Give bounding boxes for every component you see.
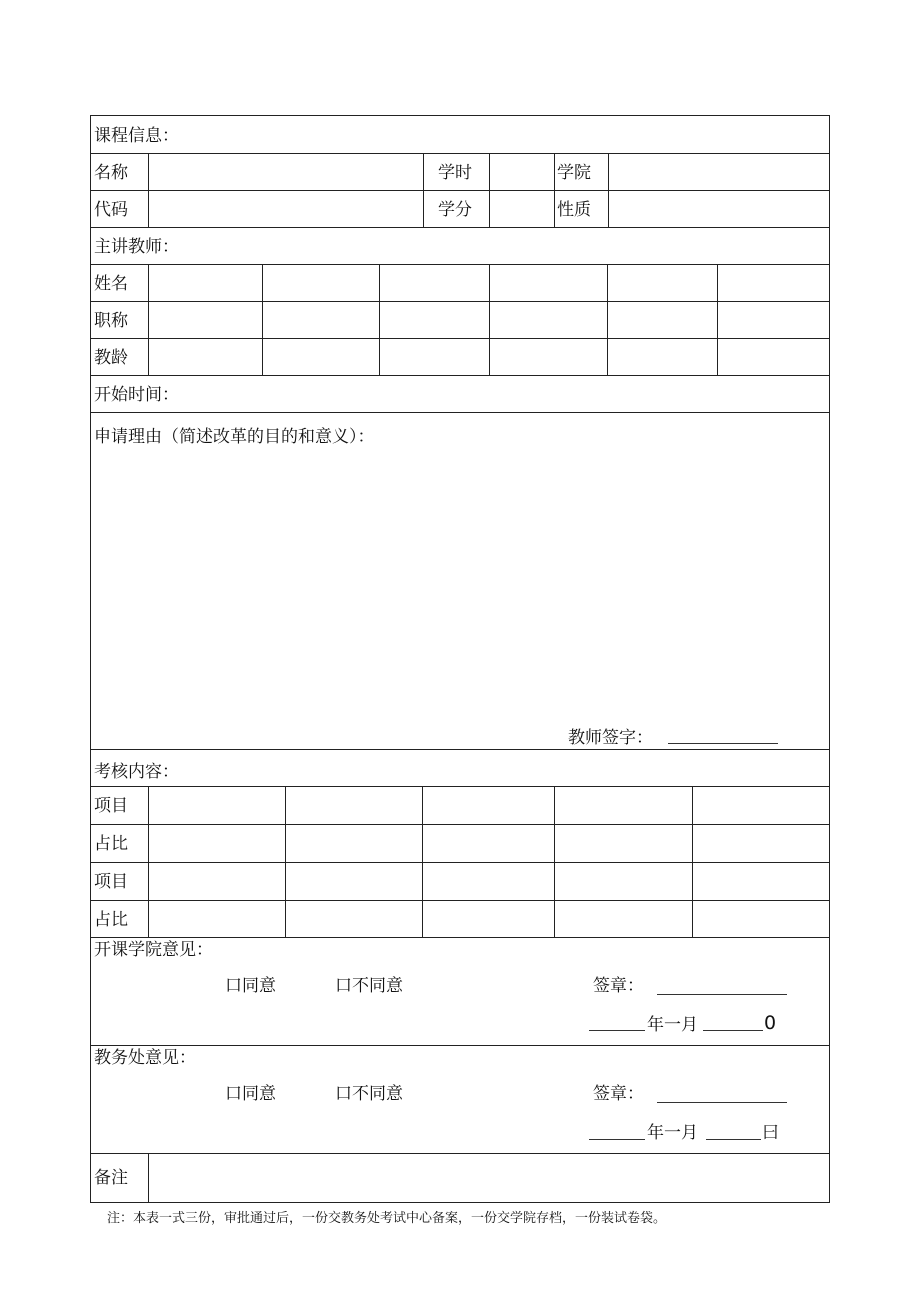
office-year-line[interactable] [589, 1139, 645, 1140]
hours-label-cell [423, 154, 489, 190]
nature-field[interactable] [608, 191, 829, 227]
assessment-cell[interactable] [692, 901, 829, 937]
college-seal-label: 签章： [593, 976, 644, 996]
teacher-cell[interactable] [489, 265, 607, 301]
code-label: 代码 [94, 200, 128, 220]
assessment-cell[interactable] [554, 863, 692, 900]
assessment-cell[interactable] [692, 787, 829, 824]
course-info-header [91, 116, 829, 154]
footer-note: 注：本表一式三份，审批通过后，一份交教务处考试中心备案，一份交学院存档，一份装试卷袋。 [107, 1211, 667, 1226]
assessment-cell[interactable] [148, 825, 285, 862]
assessment-cell[interactable] [285, 825, 422, 862]
assessment-row [91, 863, 829, 901]
credits-field[interactable] [489, 191, 554, 227]
reason-title: 申请理由（简述改革的目的和意义）： [94, 427, 375, 447]
credits-label: 学分 [438, 200, 472, 220]
name-label: 名称 [94, 163, 128, 183]
assessment-cell[interactable] [148, 901, 285, 937]
assessment-cell[interactable] [692, 863, 829, 900]
reason-section[interactable] [91, 413, 829, 750]
assessment-cell[interactable] [148, 863, 285, 900]
teacher-cell[interactable] [489, 339, 607, 375]
assessment-row-label: 占比 [94, 910, 128, 930]
assessment-title: 考核内容： [94, 762, 179, 782]
assessment-cell[interactable] [554, 825, 692, 862]
teacher-header [91, 228, 829, 265]
credits-label-cell [423, 191, 489, 227]
college-opinion-section [91, 938, 829, 1046]
college-field[interactable] [608, 154, 829, 190]
college-year-line[interactable] [589, 1030, 645, 1031]
course-info-title: 课程信息： [94, 126, 179, 146]
remarks-field[interactable] [148, 1154, 829, 1202]
assessment-cell[interactable] [422, 825, 554, 862]
college-seal-line[interactable] [657, 994, 787, 995]
office-disagree-option[interactable]: 口不同意 [335, 1084, 403, 1104]
college-date-year-month: 年一月 [647, 1015, 698, 1035]
teacher-cell[interactable] [717, 339, 829, 375]
assessment-header [91, 750, 829, 787]
course-code-field[interactable] [148, 191, 423, 227]
assessment-cell[interactable] [285, 863, 422, 900]
teacher-row-label: 教龄 [94, 348, 128, 368]
teacher-cell[interactable] [379, 302, 489, 338]
start-time-label: 开始时间： [94, 385, 179, 405]
teacher-cell[interactable] [379, 265, 489, 301]
office-date-year-month: 年一月 [647, 1123, 698, 1143]
assessment-cell[interactable] [422, 863, 554, 900]
assessment-cell[interactable] [554, 901, 692, 937]
college-label-cell [554, 154, 608, 190]
teacher-row-label: 姓名 [94, 274, 128, 294]
teacher-signature-line[interactable] [668, 743, 778, 744]
teacher-title: 主讲教师： [94, 237, 179, 257]
teacher-cell[interactable] [262, 302, 379, 338]
assessment-row-label: 项目 [94, 872, 128, 892]
nature-label-cell [554, 191, 608, 227]
teacher-cell[interactable] [148, 302, 262, 338]
assessment-cell[interactable] [148, 787, 285, 824]
assessment-cell[interactable] [285, 901, 422, 937]
teacher-cell[interactable] [607, 302, 717, 338]
office-opinion-section [91, 1046, 829, 1154]
assessment-row [91, 787, 829, 825]
assessment-row-label: 项目 [94, 796, 128, 816]
teacher-cell[interactable] [148, 339, 262, 375]
teacher-cell[interactable] [717, 265, 829, 301]
teacher-cell[interactable] [717, 302, 829, 338]
hours-field[interactable] [489, 154, 554, 190]
teacher-cell[interactable] [489, 302, 607, 338]
office-seal-line[interactable] [657, 1102, 787, 1103]
assessment-row [91, 825, 829, 863]
college-date-day: 0 [764, 1012, 777, 1034]
assessment-cell[interactable] [422, 901, 554, 937]
teacher-row [91, 302, 829, 339]
teacher-row-label: 职称 [94, 311, 128, 331]
remarks-label: 备注 [94, 1168, 128, 1188]
teacher-cell[interactable] [607, 339, 717, 375]
remarks-row [91, 1154, 829, 1202]
assessment-cell[interactable] [692, 825, 829, 862]
college-agree-option[interactable]: 口同意 [225, 976, 276, 996]
teacher-cell[interactable] [262, 339, 379, 375]
hours-label: 学时 [438, 163, 472, 183]
office-day-line[interactable] [706, 1139, 761, 1140]
nature-label: 性质 [557, 200, 591, 220]
teacher-signature-label: 教师签字： [568, 728, 653, 748]
course-name-field[interactable] [148, 154, 423, 190]
office-agree-option[interactable]: 口同意 [225, 1084, 276, 1104]
office-seal-label: 签章： [593, 1084, 644, 1104]
college-day-line[interactable] [703, 1030, 763, 1031]
office-opinion-title: 教务处意见： [94, 1048, 196, 1068]
application-form [90, 115, 830, 1203]
assessment-cell[interactable] [422, 787, 554, 824]
office-date-day: 曰 [762, 1123, 779, 1143]
teacher-row [91, 339, 829, 376]
teacher-cell[interactable] [262, 265, 379, 301]
teacher-row [91, 265, 829, 302]
college-opinion-title: 开课学院意见： [94, 940, 213, 960]
start-time-row[interactable] [91, 376, 829, 413]
assessment-row-label: 占比 [94, 834, 128, 854]
course-code-row [91, 191, 829, 228]
teacher-cell[interactable] [148, 265, 262, 301]
assessment-cell[interactable] [554, 787, 692, 824]
college-disagree-option[interactable]: 口不同意 [335, 976, 403, 996]
course-name-row [91, 154, 829, 191]
teacher-cell[interactable] [607, 265, 717, 301]
assessment-cell[interactable] [285, 787, 422, 824]
teacher-cell[interactable] [379, 339, 489, 375]
college-label: 学院 [557, 163, 591, 183]
assessment-row [91, 901, 829, 938]
